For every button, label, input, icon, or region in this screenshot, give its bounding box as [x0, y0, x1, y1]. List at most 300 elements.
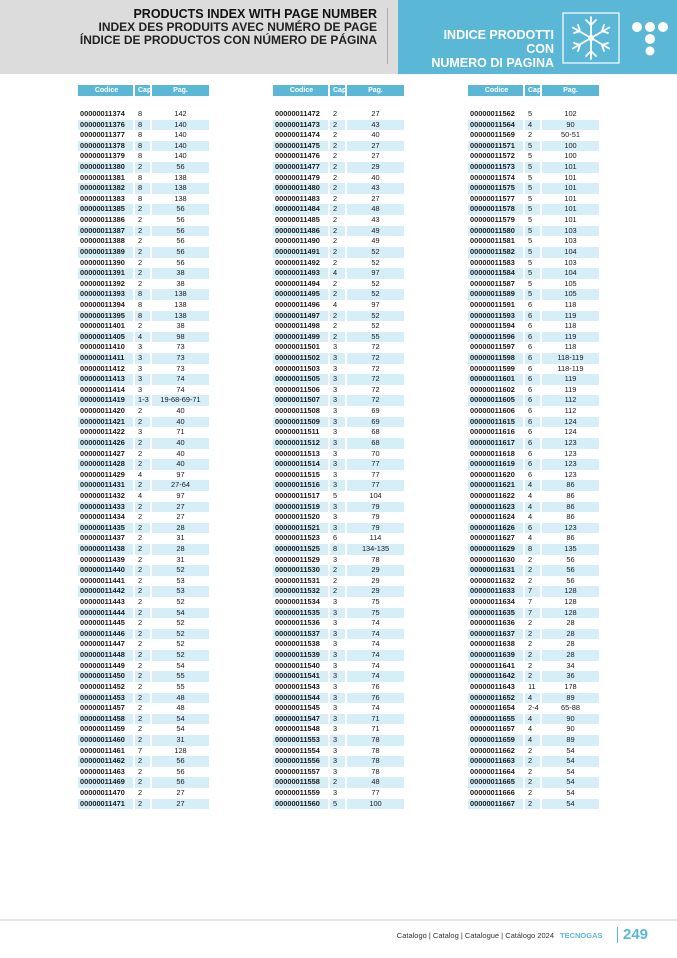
chapter: 3 [330, 735, 347, 746]
product-code: 00000011630 [468, 555, 525, 566]
page-ref: 52 [152, 565, 211, 576]
product-code: 00000011448 [78, 650, 135, 661]
table-row [273, 555, 406, 566]
table-row [78, 682, 211, 693]
table-row [273, 130, 406, 141]
page-ref: 38 [152, 279, 211, 290]
table-row [78, 449, 211, 460]
table-row [468, 374, 601, 385]
product-code: 00000011621 [468, 480, 525, 491]
product-code: 00000011562 [468, 109, 525, 120]
table-row [468, 459, 601, 470]
product-code: 00000011626 [468, 523, 525, 534]
table-row [78, 342, 211, 353]
table-row [78, 321, 211, 332]
product-code: 00000011419 [78, 395, 135, 406]
product-code: 00000011390 [78, 258, 135, 269]
chapter: 3 [330, 438, 347, 449]
table-row [78, 639, 211, 650]
table-row [468, 353, 601, 364]
chapter: 5 [525, 194, 542, 205]
page-ref: 90 [542, 120, 601, 131]
chapter: 2 [330, 109, 347, 120]
page-ref: 48 [152, 703, 211, 714]
page-ref: 56 [542, 565, 601, 576]
page-ref: 27 [152, 799, 211, 810]
product-code: 00000011636 [468, 618, 525, 629]
table-row [273, 268, 406, 279]
product-code: 00000011503 [273, 364, 330, 375]
table-row [468, 703, 601, 714]
chapter: 3 [330, 364, 347, 375]
product-code: 00000011422 [78, 427, 135, 438]
product-code: 00000011483 [273, 194, 330, 205]
page-ref: 77 [347, 470, 406, 481]
table-row [78, 183, 211, 194]
chapter: 6 [525, 342, 542, 353]
table-row [78, 650, 211, 661]
page-ref: 55 [152, 671, 211, 682]
product-code: 00000011642 [468, 671, 525, 682]
product-code: 00000011532 [273, 586, 330, 597]
page-ref: 140 [152, 120, 211, 131]
product-code: 00000011654 [468, 703, 525, 714]
page-ref: 38 [152, 268, 211, 279]
page-ref: 54 [542, 756, 601, 767]
product-code: 00000011506 [273, 385, 330, 396]
page-ref: 52 [152, 618, 211, 629]
page-ref: 138 [152, 289, 211, 300]
product-code: 00000011441 [78, 576, 135, 587]
page-ref: 90 [542, 714, 601, 725]
table-row [78, 523, 211, 534]
product-code: 00000011541 [273, 671, 330, 682]
page-ref: 54 [542, 777, 601, 788]
page-ref: 123 [542, 449, 601, 460]
chapter: 6 [330, 533, 347, 544]
product-code: 00000011378 [78, 141, 135, 152]
table-row [468, 215, 601, 226]
table-row [468, 162, 601, 173]
product-code: 00000011633 [468, 586, 525, 597]
table-row [468, 724, 601, 735]
product-code: 00000011496 [273, 300, 330, 311]
page-ref: 142 [152, 109, 211, 120]
page-ref: 119 [542, 374, 601, 385]
page-ref: 123 [542, 470, 601, 481]
chapter: 3 [330, 385, 347, 396]
table-row [78, 332, 211, 343]
page-ref: 69 [347, 417, 406, 428]
product-code: 00000011485 [273, 215, 330, 226]
product-code: 00000011545 [273, 703, 330, 714]
chapter: 5 [525, 258, 542, 269]
page-ref: 54 [542, 799, 601, 810]
product-code: 00000011401 [78, 321, 135, 332]
table-row [273, 395, 406, 406]
page-ref: 27 [152, 788, 211, 799]
table-row [78, 247, 211, 258]
product-code: 00000011460 [78, 735, 135, 746]
product-code: 00000011635 [468, 608, 525, 619]
chapter: 2 [525, 565, 542, 576]
chapter: 2 [135, 703, 152, 714]
table-row [468, 321, 601, 332]
page-ref: 140 [152, 151, 211, 162]
chapter: 3 [135, 427, 152, 438]
chapter: 5 [525, 204, 542, 215]
chapter: 2 [330, 162, 347, 173]
chapter: 2 [330, 226, 347, 237]
table-header [78, 85, 211, 96]
page-ref: 40 [152, 438, 211, 449]
chapter: 8 [525, 544, 542, 555]
chapter: 2 [135, 321, 152, 332]
page-ref: 79 [347, 523, 406, 534]
page-ref: 73 [152, 353, 211, 364]
product-code: 00000011499 [273, 332, 330, 343]
page-ref: 119 [542, 385, 601, 396]
product-code: 00000011624 [468, 512, 525, 523]
product-code: 00000011667 [468, 799, 525, 810]
product-code: 00000011446 [78, 629, 135, 640]
chapter: 2 [330, 576, 347, 587]
chapter: 2 [525, 650, 542, 661]
table-row [273, 756, 406, 767]
table-row [78, 544, 211, 555]
chapter: 2 [135, 279, 152, 290]
page-ref: 86 [542, 480, 601, 491]
table-row [273, 491, 406, 502]
table-row [78, 173, 211, 184]
product-code: 00000011394 [78, 300, 135, 311]
product-code: 00000011405 [78, 332, 135, 343]
page-header [0, 0, 677, 74]
chapter: 3 [330, 671, 347, 682]
product-code: 00000011559 [273, 788, 330, 799]
chapter: 3 [330, 597, 347, 608]
table-row [78, 480, 211, 491]
page-ref: 124 [542, 427, 601, 438]
product-code: 00000011666 [468, 788, 525, 799]
chapter: 5 [525, 289, 542, 300]
page-ref: 48 [347, 777, 406, 788]
table-row [273, 374, 406, 385]
product-code: 00000011652 [468, 693, 525, 704]
product-code: 00000011558 [273, 777, 330, 788]
chapter: 3 [330, 480, 347, 491]
table-row [273, 650, 406, 661]
table-row [468, 470, 601, 481]
table-row [273, 300, 406, 311]
chapter: 2 [135, 608, 152, 619]
chapter: 3 [330, 449, 347, 460]
product-code: 00000011452 [78, 682, 135, 693]
page-ref: 53 [152, 586, 211, 597]
table-row [78, 162, 211, 173]
product-code: 00000011493 [273, 268, 330, 279]
chapter: 2 [135, 162, 152, 173]
page-ref: 118 [542, 321, 601, 332]
chapter: 3 [330, 682, 347, 693]
chapter: 6 [525, 300, 542, 311]
product-code: 00000011512 [273, 438, 330, 449]
chapter: 2 [525, 661, 542, 672]
page-ref: 52 [347, 311, 406, 322]
table-row [273, 342, 406, 353]
page-ref: 50-51 [542, 130, 601, 141]
page-ref: 29 [347, 565, 406, 576]
table-row [273, 639, 406, 650]
product-code: 00000011548 [273, 724, 330, 735]
chapter: 2 [525, 555, 542, 566]
footer-catalog-text: Catalogo | Catalog | Catalogue | Catálogo 2024 [396, 931, 554, 940]
table-row [468, 576, 601, 587]
product-code: 00000011432 [78, 491, 135, 502]
chapter: 4 [525, 714, 542, 725]
chapter: 3 [330, 693, 347, 704]
snowflake-icon [562, 12, 620, 64]
page-ref: 79 [347, 512, 406, 523]
page-ref: 119 [542, 332, 601, 343]
product-code: 00000011494 [273, 279, 330, 290]
table-row [273, 183, 406, 194]
page-ref: 38 [152, 321, 211, 332]
product-code: 00000011502 [273, 353, 330, 364]
product-code: 00000011632 [468, 576, 525, 587]
page-ref: 54 [152, 608, 211, 619]
chapter: 5 [525, 236, 542, 247]
chapter: 2 [135, 480, 152, 491]
page-ref: 118 [542, 342, 601, 353]
table-row [78, 693, 211, 704]
table-row [273, 735, 406, 746]
column-header-page: Pag. [542, 85, 599, 96]
product-code: 00000011444 [78, 608, 135, 619]
product-code: 00000011507 [273, 395, 330, 406]
product-code: 00000011473 [273, 120, 330, 131]
table-row [273, 332, 406, 343]
product-code: 00000011476 [273, 151, 330, 162]
table-row [78, 427, 211, 438]
chapter: 2 [525, 130, 542, 141]
product-code: 00000011620 [468, 470, 525, 481]
product-code: 00000011471 [78, 799, 135, 810]
chapter: 2 [135, 650, 152, 661]
table-row [78, 353, 211, 364]
table-row [468, 735, 601, 746]
table-row [273, 565, 406, 576]
page-ref: 28 [542, 650, 601, 661]
chapter: 2 [330, 279, 347, 290]
product-code: 00000011517 [273, 491, 330, 502]
product-code: 00000011594 [468, 321, 525, 332]
product-code: 00000011582 [468, 247, 525, 258]
table-row [78, 258, 211, 269]
product-code: 00000011520 [273, 512, 330, 523]
product-code: 00000011412 [78, 364, 135, 375]
product-code: 00000011434 [78, 512, 135, 523]
chapter: 4 [525, 502, 542, 513]
chapter: 3 [135, 353, 152, 364]
page-ref: 102 [542, 109, 601, 120]
table-row [273, 109, 406, 120]
product-code: 00000011377 [78, 130, 135, 141]
page-ref: 40 [152, 406, 211, 417]
product-code: 00000011663 [468, 756, 525, 767]
page-ref: 54 [152, 661, 211, 672]
chapter: 8 [135, 151, 152, 162]
page-ref: 56 [152, 247, 211, 258]
page-ref: 72 [347, 342, 406, 353]
page-ref: 76 [347, 693, 406, 704]
page-ref: 101 [542, 173, 601, 184]
page-ref: 103 [542, 258, 601, 269]
page-ref: 56 [542, 576, 601, 587]
page-ref: 97 [347, 300, 406, 311]
chapter: 3 [135, 364, 152, 375]
chapter: 2 [135, 215, 152, 226]
page-ref: 31 [152, 555, 211, 566]
table-row [78, 204, 211, 215]
chapter: 2 [525, 777, 542, 788]
table-row [468, 151, 601, 162]
page-ref: 54 [152, 724, 211, 735]
table-row [78, 502, 211, 513]
page-ref: 40 [152, 417, 211, 428]
page-ref: 73 [152, 342, 211, 353]
chapter: 2 [525, 639, 542, 650]
chapter: 2 [330, 332, 347, 343]
chapter: 3 [330, 661, 347, 672]
product-code: 00000011519 [273, 502, 330, 513]
table-row [78, 289, 211, 300]
column-header-page: Pag. [152, 85, 209, 96]
chapter: 4 [525, 491, 542, 502]
product-code: 00000011643 [468, 682, 525, 693]
page-ref: 138 [152, 300, 211, 311]
product-code: 00000011391 [78, 268, 135, 279]
table-row [273, 470, 406, 481]
chapter: 2 [135, 533, 152, 544]
product-code: 00000011538 [273, 639, 330, 650]
table-row [273, 586, 406, 597]
header-titles [80, 8, 377, 47]
product-code: 00000011462 [78, 756, 135, 767]
page-ref: 31 [152, 533, 211, 544]
chapter: 8 [135, 120, 152, 131]
chapter: 4 [135, 491, 152, 502]
chapter: 3 [330, 714, 347, 725]
product-code: 00000011553 [273, 735, 330, 746]
product-code: 00000011536 [273, 618, 330, 629]
table-row [468, 417, 601, 428]
product-code: 00000011641 [468, 661, 525, 672]
page-ref: 104 [542, 247, 601, 258]
product-code: 00000011616 [468, 427, 525, 438]
chapter: 2 [330, 247, 347, 258]
chapter: 3 [330, 639, 347, 650]
product-code: 00000011525 [273, 544, 330, 555]
product-code: 00000011659 [468, 735, 525, 746]
product-code: 00000011574 [468, 173, 525, 184]
chapter: 2 [135, 512, 152, 523]
product-code: 00000011469 [78, 777, 135, 788]
page-ref: 56 [152, 162, 211, 173]
product-code: 00000011381 [78, 173, 135, 184]
page-ref: 27 [347, 109, 406, 120]
product-code: 00000011539 [273, 650, 330, 661]
table-row [273, 151, 406, 162]
table-row [273, 406, 406, 417]
product-code: 00000011427 [78, 449, 135, 460]
header-title-en: PRODUCTS INDEX WITH PAGE NUMBER [133, 7, 377, 21]
chapter: 2-4 [525, 703, 542, 714]
product-code: 00000011459 [78, 724, 135, 735]
table-row [273, 247, 406, 258]
product-code: 00000011571 [468, 141, 525, 152]
chapter: 4 [135, 470, 152, 481]
header-accent-panel [398, 0, 677, 74]
table-row [78, 671, 211, 682]
page-ref: 101 [542, 204, 601, 215]
page-ref: 72 [347, 385, 406, 396]
product-code: 00000011572 [468, 151, 525, 162]
product-code: 00000011544 [273, 693, 330, 704]
product-code: 00000011484 [273, 204, 330, 215]
chapter: 2 [135, 523, 152, 534]
chapter: 6 [525, 332, 542, 343]
table-row [78, 788, 211, 799]
chapter: 2 [135, 565, 152, 576]
product-code: 00000011392 [78, 279, 135, 290]
product-code: 00000011637 [468, 629, 525, 640]
page-ref: 73 [152, 364, 211, 375]
page-ref: 118 [542, 300, 601, 311]
table-row [468, 491, 601, 502]
page-ref: 128 [542, 597, 601, 608]
product-code: 00000011521 [273, 523, 330, 534]
page-ref: 54 [542, 746, 601, 757]
table-row [273, 693, 406, 704]
chapter: 2 [525, 799, 542, 810]
product-code: 00000011569 [468, 130, 525, 141]
product-code: 00000011440 [78, 565, 135, 576]
chapter: 5 [525, 151, 542, 162]
table-row [468, 120, 601, 131]
product-code: 00000011480 [273, 183, 330, 194]
page-ref: 103 [542, 226, 601, 237]
chapter: 3 [330, 395, 347, 406]
chapter: 5 [525, 268, 542, 279]
page-ref: 54 [542, 788, 601, 799]
page-ref: 97 [152, 470, 211, 481]
chapter: 5 [330, 799, 347, 810]
table-row [273, 533, 406, 544]
table-row [273, 204, 406, 215]
chapter: 3 [135, 385, 152, 396]
page-ref: 104 [542, 268, 601, 279]
chapter: 4 [135, 332, 152, 343]
chapter: 5 [525, 226, 542, 237]
product-code: 00000011662 [468, 746, 525, 757]
product-code: 00000011470 [78, 788, 135, 799]
table-row [273, 226, 406, 237]
chapter: 2 [330, 204, 347, 215]
page-ref: 74 [347, 703, 406, 714]
table-row [468, 693, 601, 704]
chapter: 6 [525, 385, 542, 396]
